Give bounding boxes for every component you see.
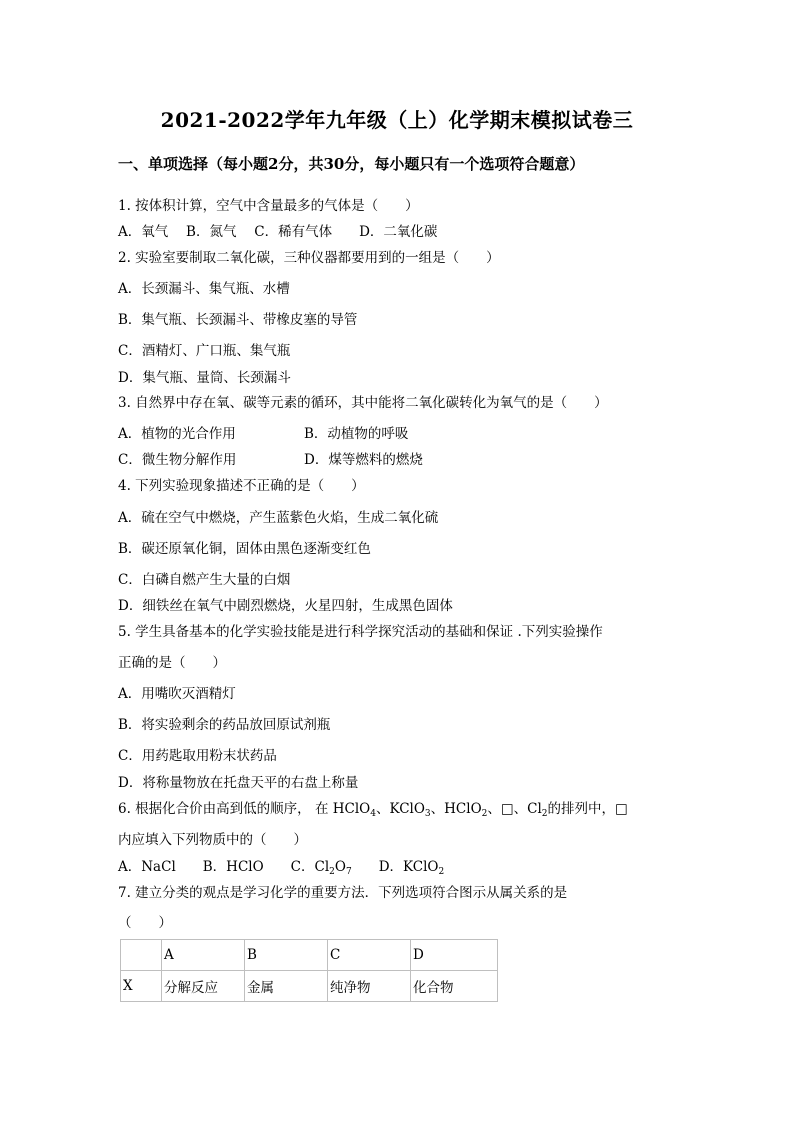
q3-option-b: B．动植物的呼吸 xyxy=(304,426,409,442)
q6-stem-line1: 6. 根据化合价由高到低的顺序， 在 HClO$_4$、KClO$_3$、HClO$_2$、□、$Cl_2$的排列中，□ xyxy=(118,801,628,819)
q6-options: A．NaCl B．HClO C．$Cl_2O_7$ D．KClO$_2$ xyxy=(118,859,445,877)
q5-option-b: B．将实验剩余的药品放回原试剂瓶 xyxy=(118,717,331,733)
table-cell: 分解反应 xyxy=(162,971,245,1002)
page-title: 2021-2022学年九年级（上）化学期末模拟试卷三 xyxy=(160,108,634,132)
table-cell: D xyxy=(411,940,498,971)
q7-stem-line1: 7. 建立分类的观点是学习化学的重要方法．下列选项符合图示从属关系的是 xyxy=(118,885,568,901)
q6-stem-line2: 内应填入下列物质中的（ ） xyxy=(118,832,307,848)
table-cell: X xyxy=(121,971,162,1002)
q7-stem-line2: （ ） xyxy=(118,915,172,931)
table-row xyxy=(121,940,498,971)
q3-option-c: C．微生物分解作用 xyxy=(118,452,237,468)
q4-option-d: D．细铁丝在氧气中剧烈燃烧，火星四射，生成黑色固体 xyxy=(118,598,453,614)
table-cell: A xyxy=(162,940,245,971)
q3-option-d: D．煤等燃料的燃烧 xyxy=(304,452,423,468)
q4-option-c: C．白磷自燃产生大量的白烟 xyxy=(118,572,291,588)
table-cell: 金属 xyxy=(245,971,328,1002)
table-cell xyxy=(121,940,162,971)
q5-option-d: D．将称量物放在托盘天平的右盘上称量 xyxy=(118,775,359,791)
section-heading: 一、单项选择（每小题2分，共30分，每小题只有一个选项符合题意） xyxy=(118,155,585,173)
q5-option-a: A．用嘴吹灭酒精灯 xyxy=(118,686,236,702)
q2-option-c: C．酒精灯、广口瓶、集气瓶 xyxy=(118,343,291,359)
q5-stem-line1: 5. 学生具备基本的化学实验技能是进行科学探究活动的基础和保证 .下列实验操作 xyxy=(118,624,603,640)
q2-option-a: A．长颈漏斗、集气瓶、水槽 xyxy=(118,281,290,297)
q4-stem: 4. 下列实验现象描述不正确的是（ ） xyxy=(118,478,365,494)
q7-table xyxy=(120,939,498,1002)
q1-options: A．氧气 B．氮气 C．稀有气体 D．二氧化碳 xyxy=(118,224,438,240)
table-cell: C xyxy=(328,940,411,971)
q3-stem: 3. 自然界中存在氧、碳等元素的循环，其中能将二氧化碳转化为氧气的是（ ） xyxy=(118,395,608,411)
table-cell: 化合物 xyxy=(411,971,498,1002)
q2-option-b: B．集气瓶、长颈漏斗、带橡皮塞的导管 xyxy=(118,312,358,328)
q4-option-a: A．硫在空气中燃烧，产生蓝紫色火焰，生成二氧化硫 xyxy=(118,510,439,526)
q3-option-a: A．植物的光合作用 xyxy=(118,426,236,442)
table-row xyxy=(121,971,498,1002)
q5-option-c: C．用药匙取用粉末状药品 xyxy=(118,748,277,764)
q2-stem: 2. 实验室要制取二氧化碳，三种仪器都要用到的一组是（ ） xyxy=(118,250,500,266)
q1-stem: 1. 按体积计算，空气中含量最多的气体是（ ） xyxy=(118,198,419,214)
q5-stem-line2: 正确的是（ ） xyxy=(118,655,226,671)
q4-option-b: B．碳还原氧化铜，固体由黑色逐渐变红色 xyxy=(118,541,371,557)
table-cell: 纯净物 xyxy=(328,971,411,1002)
q2-option-d: D．集气瓶、量筒、长颈漏斗 xyxy=(118,370,291,386)
table-cell: B xyxy=(245,940,328,971)
